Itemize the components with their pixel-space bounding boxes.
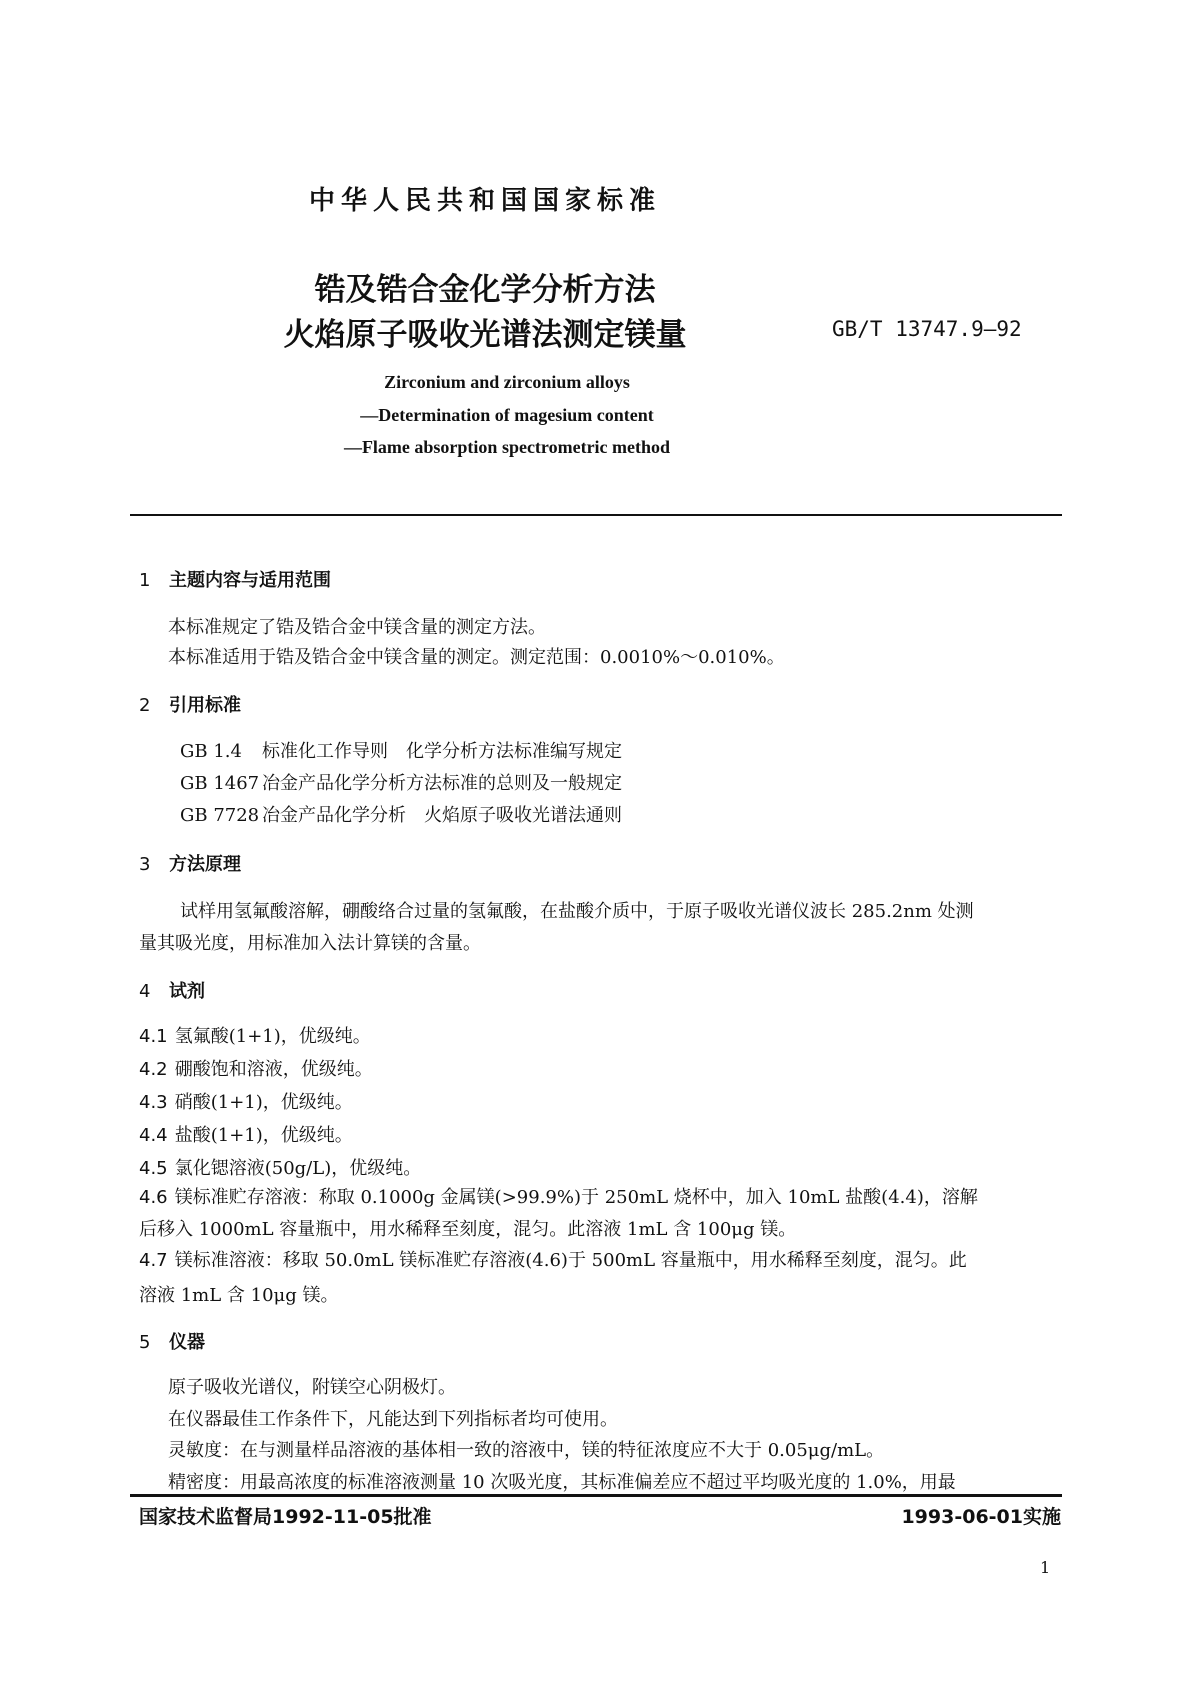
section-2-heading bbox=[139, 691, 241, 717]
page-number: 1 bbox=[1040, 1558, 1051, 1577]
item-text: 盐酸(1+1)，优级纯。 bbox=[174, 1125, 353, 1146]
item-number: 4.6 bbox=[139, 1187, 168, 1208]
footer-divider bbox=[130, 1494, 1062, 1497]
section-title: 方法原理 bbox=[169, 854, 241, 875]
paragraph-line: 灵敏度：在与测量样品溶液的基体相一致的溶液中，镁的特征浓度应不大于 0.05μg/mL。 bbox=[168, 1440, 885, 1461]
english-title-3: —Flame absorption spectrometric method bbox=[343, 437, 671, 457]
item-text: 镁标准贮存溶液：称取 0.1000g 金属镁(>99.9%)于 250mL 烧杯中，加入 10mL 盐酸(4.4)，溶解 bbox=[174, 1187, 978, 1208]
reference-item bbox=[180, 769, 622, 795]
section-number: 3 bbox=[139, 854, 151, 875]
reagent-item bbox=[139, 1055, 373, 1081]
reagent-item bbox=[139, 1183, 978, 1209]
item-text: 氢氟酸(1+1)，优级纯。 bbox=[174, 1026, 371, 1047]
reagent-item bbox=[139, 1246, 967, 1272]
section-4-heading bbox=[139, 977, 205, 1003]
section-number: 2 bbox=[139, 695, 151, 716]
reagent-item bbox=[139, 1022, 371, 1048]
approval-date: 国家技术监督局1992-11-05批准 bbox=[139, 1506, 432, 1528]
item-number: 4.4 bbox=[139, 1125, 168, 1146]
reference-title: 冶金产品化学分析 火焰原子吸收光谱法通则 bbox=[262, 805, 622, 826]
standard-code: GB/T 13747.9—92 bbox=[832, 317, 1022, 341]
reagent-item-continued: 后移入 1000mL 容量瓶中，用水稀释至刻度，混匀。此溶液 1mL 含 100μg 镁。 bbox=[139, 1219, 797, 1240]
paragraph-line: 精密度：用最高浓度的标准溶液测量 10 次吸光度，其标准偏差应不超过平均吸光度的 1.0%，用最 bbox=[168, 1472, 956, 1493]
section-number: 1 bbox=[139, 570, 151, 591]
section-5-heading bbox=[139, 1328, 205, 1354]
reference-code: GB 1.4 bbox=[180, 741, 242, 762]
paragraph-line: 试样用氢氟酸溶解，硼酸络合过量的氢氟酸，在盐酸介质中，于原子吸收光谱仪波长 285.2nm 处测 bbox=[180, 901, 974, 922]
paragraph-line: 量其吸光度，用标准加入法计算镁的含量。 bbox=[139, 933, 481, 954]
item-number: 4.1 bbox=[139, 1026, 168, 1047]
section-number: 5 bbox=[139, 1332, 151, 1353]
item-text: 镁标准溶液：移取 50.0mL 镁标准贮存溶液(4.6)于 500mL 容量瓶中，用水稀释至刻度，混匀。此 bbox=[174, 1250, 967, 1271]
section-title: 引用标准 bbox=[169, 695, 241, 716]
paragraph-line: 原子吸收光谱仪，附镁空心阴极灯。 bbox=[168, 1377, 456, 1398]
reagent-item bbox=[139, 1121, 353, 1147]
item-number: 4.7 bbox=[139, 1250, 168, 1271]
item-number: 4.3 bbox=[139, 1092, 168, 1113]
paragraph-line: 在仪器最佳工作条件下，凡能达到下列指标者均可使用。 bbox=[168, 1409, 618, 1430]
reagent-item bbox=[139, 1154, 421, 1180]
reference-item bbox=[180, 737, 622, 763]
english-title-1: Zirconium and zirconium alloys bbox=[384, 372, 630, 392]
reference-item bbox=[180, 801, 622, 827]
item-number: 4.2 bbox=[139, 1059, 168, 1080]
item-number: 4.5 bbox=[139, 1158, 168, 1179]
section-3-heading bbox=[139, 850, 241, 876]
reference-code: GB 7728 bbox=[180, 805, 260, 826]
paragraph-line: 本标准规定了锆及锆合金中镁含量的测定方法。 bbox=[168, 617, 546, 638]
section-title: 主题内容与适用范围 bbox=[169, 570, 331, 591]
section-title: 仪器 bbox=[169, 1332, 205, 1353]
item-text: 硝酸(1+1)，优级纯。 bbox=[174, 1092, 353, 1113]
title-line-2: 火焰原子吸收光谱法测定镁量 bbox=[283, 317, 687, 353]
national-standard-header: 中华人民共和国国家标准 bbox=[308, 186, 661, 216]
item-text: 氯化锶溶液(50g/L)，优级纯。 bbox=[174, 1158, 422, 1179]
reagent-item bbox=[139, 1088, 353, 1114]
reference-code: GB 1467 bbox=[180, 773, 260, 794]
english-title-2: —Determination of magesium content bbox=[360, 405, 654, 425]
reference-title: 标准化工作导则 化学分析方法标准编写规定 bbox=[262, 741, 622, 762]
paragraph-line: 本标准适用于锆及锆合金中镁含量的测定。测定范围：0.0010%～0.010%。 bbox=[168, 647, 785, 668]
section-1-heading bbox=[139, 566, 331, 592]
title-line-1: 锆及锆合金化学分析方法 bbox=[314, 272, 656, 308]
effective-date: 1993-06-01实施 bbox=[901, 1506, 1061, 1528]
section-title: 试剂 bbox=[169, 981, 205, 1002]
reference-title: 冶金产品化学分析方法标准的总则及一般规定 bbox=[262, 773, 622, 794]
header-divider bbox=[130, 514, 1062, 516]
section-number: 4 bbox=[139, 981, 151, 1002]
reagent-item-continued: 溶液 1mL 含 10μg 镁。 bbox=[139, 1285, 339, 1306]
item-text: 硼酸饱和溶液，优级纯。 bbox=[174, 1059, 373, 1080]
